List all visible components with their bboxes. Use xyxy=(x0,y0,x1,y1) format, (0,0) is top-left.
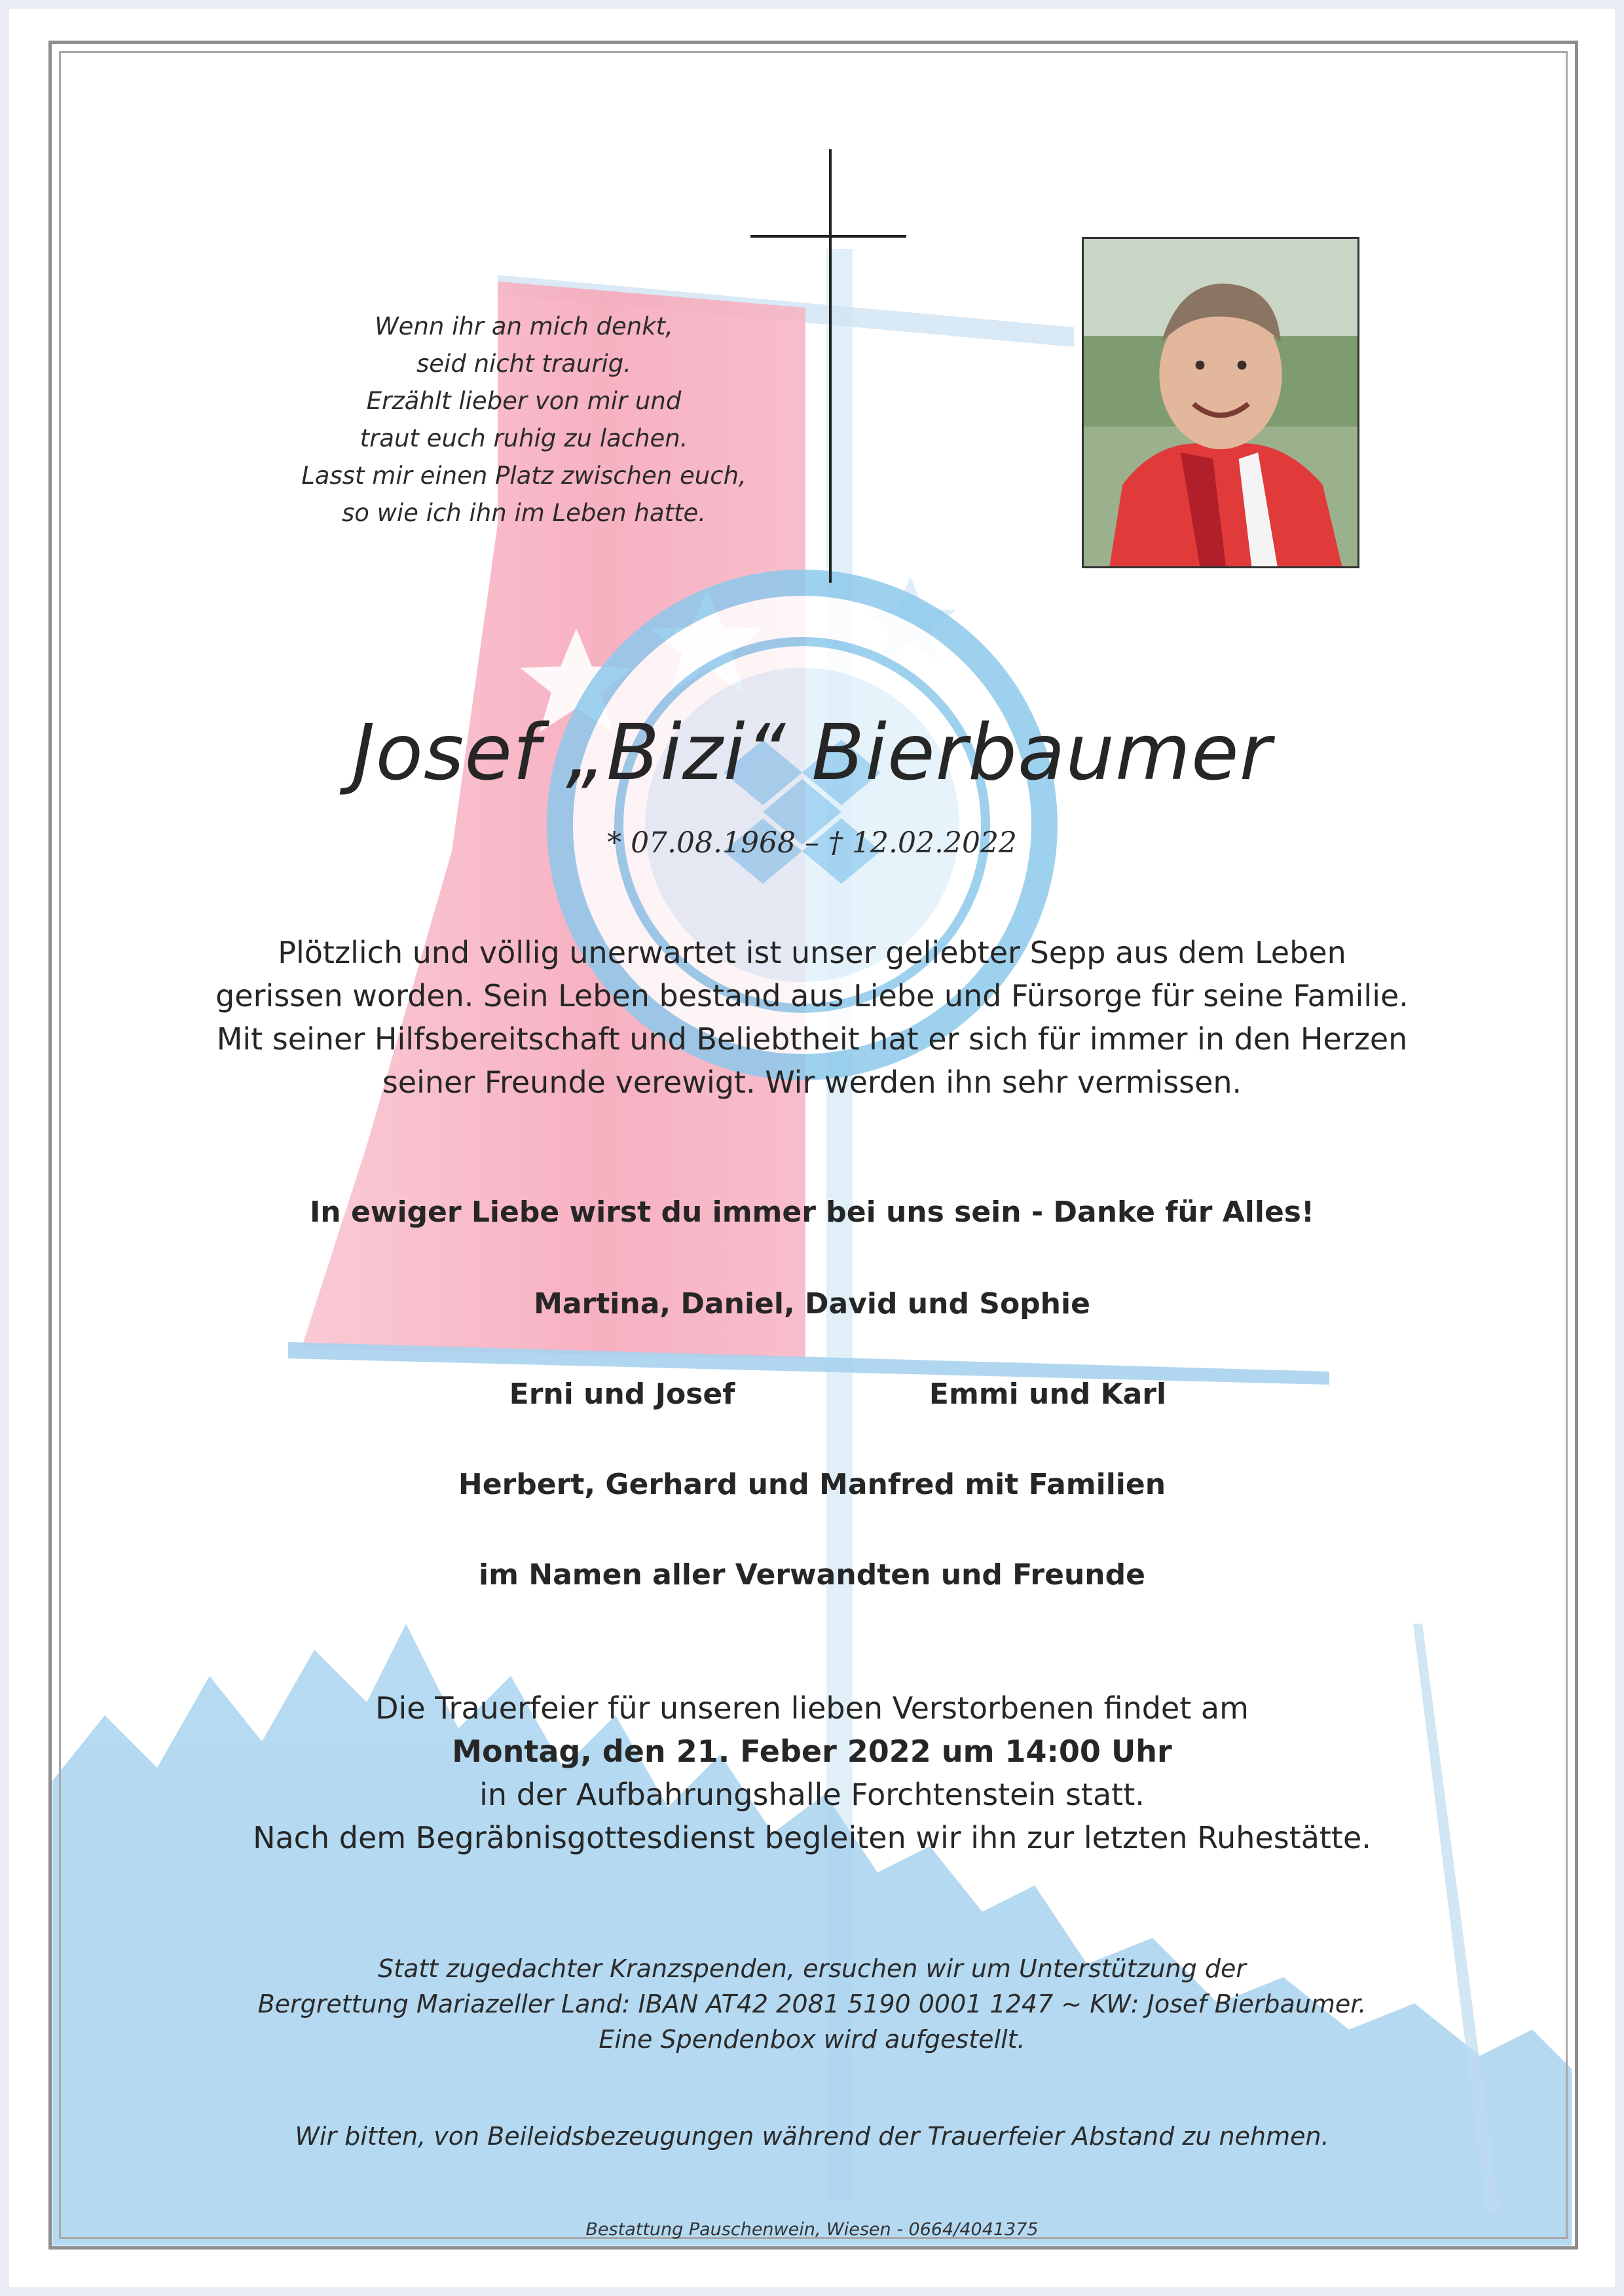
poem-line: traut euch ruhig zu lachen. xyxy=(360,424,688,452)
ceremony-line: in der Aufbahrungshalle Forchtenstein statt. xyxy=(479,1777,1145,1812)
cross-icon xyxy=(829,149,832,583)
funeral-home-footer: Bestattung Pauschenwein, Wiesen - 0664/4041375 xyxy=(585,2219,1039,2240)
donation-note xyxy=(196,1951,1428,2057)
message-line: seiner Freunde verewigt. Wir werden ihn sehr vermissen. xyxy=(382,1065,1242,1100)
portrait-photo xyxy=(1082,237,1359,568)
date-separator: – xyxy=(805,826,819,860)
message-line: Mit seiner Hilfsbereitschaft und Beliebtheit hat er sich für immer in den Herzen xyxy=(216,1021,1408,1057)
mourners-parents-right: Emmi und Karl xyxy=(929,1377,1167,1411)
poem-line: Wenn ihr an mich denkt, xyxy=(375,312,673,340)
memorial-poem xyxy=(282,308,766,532)
cross-icon-bar xyxy=(750,235,906,238)
ceremony-info xyxy=(196,1686,1428,1859)
ceremony-line: Nach dem Begräbnisgottesdienst begleiten wir ihn zur letzten Ruhestätte. xyxy=(253,1820,1371,1855)
ceremony-line: Die Trauerfeier für unseren lieben Verstorbenen findet am xyxy=(375,1690,1249,1726)
donation-line: Statt zugedachter Kranzspenden, ersuchen wir um Unterstützung der xyxy=(378,1954,1246,1983)
mourners-others: im Namen aller Verwandten und Freunde xyxy=(479,1558,1145,1592)
birth-date: 07.08.1968 xyxy=(631,826,796,860)
farewell-line: In ewiger Liebe wirst du immer bei uns sein - Danke für Alles! xyxy=(309,1195,1315,1229)
death-symbol: † xyxy=(828,826,843,860)
deceased-name: Josef „Bizi“ Bierbaumer xyxy=(352,707,1272,797)
donation-line: Eine Spendenbox wird aufgestellt. xyxy=(599,2025,1025,2054)
poem-line: so wie ich ihn im Leben hatte. xyxy=(341,499,707,527)
life-dates xyxy=(419,826,1205,860)
poem-line: Erzählt lieber von mir und xyxy=(366,387,682,415)
poem-line: Lasst mir einen Platz zwischen euch, xyxy=(301,462,747,490)
ceremony-date: Montag, den 21. Feber 2022 um 14:00 Uhr xyxy=(452,1734,1172,1769)
mourners-parents-left: Erni und Josef xyxy=(509,1377,735,1411)
memorial-message xyxy=(196,931,1428,1104)
death-date: 12.02.2022 xyxy=(852,826,1017,860)
mourners-siblings: Herbert, Gerhard und Manfred mit Familien xyxy=(458,1468,1166,1501)
poem-line: seid nicht traurig. xyxy=(416,350,631,378)
birth-symbol: * xyxy=(607,826,622,860)
message-line: Plötzlich und völlig unerwartet ist unser geliebter Sepp aus dem Leben xyxy=(278,935,1346,970)
mourners-family: Martina, Daniel, David und Sophie xyxy=(534,1287,1090,1321)
message-line: gerissen worden. Sein Leben bestand aus Liebe und Fürsorge für seine Familie. xyxy=(215,978,1409,1013)
condolence-note: Wir bitten, von Beileidsbezeugungen während der Trauerfeier Abstand zu nehmen. xyxy=(295,2122,1329,2151)
donation-line: Bergrettung Mariazeller Land: IBAN AT42 2081 5190 0001 1247 ~ KW: Josef Bierbaumer. xyxy=(257,1990,1367,2018)
